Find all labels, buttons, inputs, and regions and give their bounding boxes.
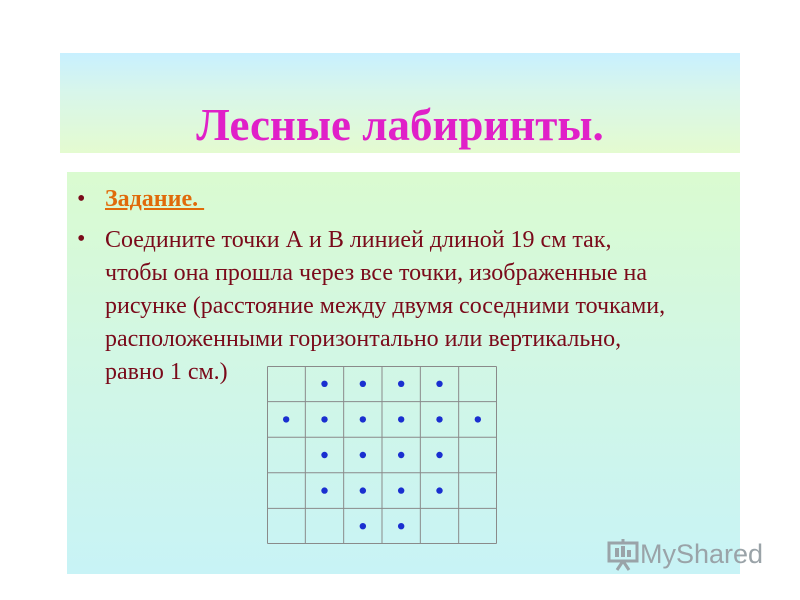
grid-dot <box>398 452 404 458</box>
bullet-dot: • <box>77 186 86 212</box>
watermark-text: MyShared <box>640 538 764 569</box>
task-label: Задание. <box>105 186 205 212</box>
task-text <box>105 224 745 389</box>
task-line: Соедините точки А и В линией длиной 19 см так, <box>105 227 612 253</box>
grid-dot <box>398 416 404 422</box>
title-panel <box>60 53 740 153</box>
grid-dot <box>398 523 404 529</box>
grid-dot <box>283 416 289 422</box>
grid-dot <box>398 487 404 493</box>
slide-title: Лесные лабиринты. <box>196 100 604 150</box>
watermark-logo <box>606 536 763 572</box>
grid-dot <box>436 381 442 387</box>
presentation-board-icon <box>606 537 640 571</box>
task-line: равно 1 см.) <box>105 359 228 385</box>
task-line: расположенными горизонтально или вертикально, <box>105 326 622 352</box>
grid-dot <box>360 452 366 458</box>
grid-dot <box>321 416 327 422</box>
grid-dot <box>436 452 442 458</box>
grid-dot <box>321 381 327 387</box>
grid-dot <box>436 487 442 493</box>
grid-dot <box>436 416 442 422</box>
grid-dot <box>360 487 366 493</box>
task-line: рисунке (расстояние между двумя соседними точками, <box>105 293 666 319</box>
grid-dot <box>360 523 366 529</box>
grid-dot <box>475 416 481 422</box>
grid-dot <box>321 452 327 458</box>
grid-dot <box>360 381 366 387</box>
dot-grid <box>267 366 497 544</box>
dot-grid-svg <box>267 366 497 544</box>
bullet-dot: • <box>77 226 86 252</box>
task-line: чтобы она прошла через все точки, изображенные на <box>105 260 648 286</box>
grid-dot <box>398 381 404 387</box>
grid-dot <box>321 487 327 493</box>
grid-dot <box>360 416 366 422</box>
